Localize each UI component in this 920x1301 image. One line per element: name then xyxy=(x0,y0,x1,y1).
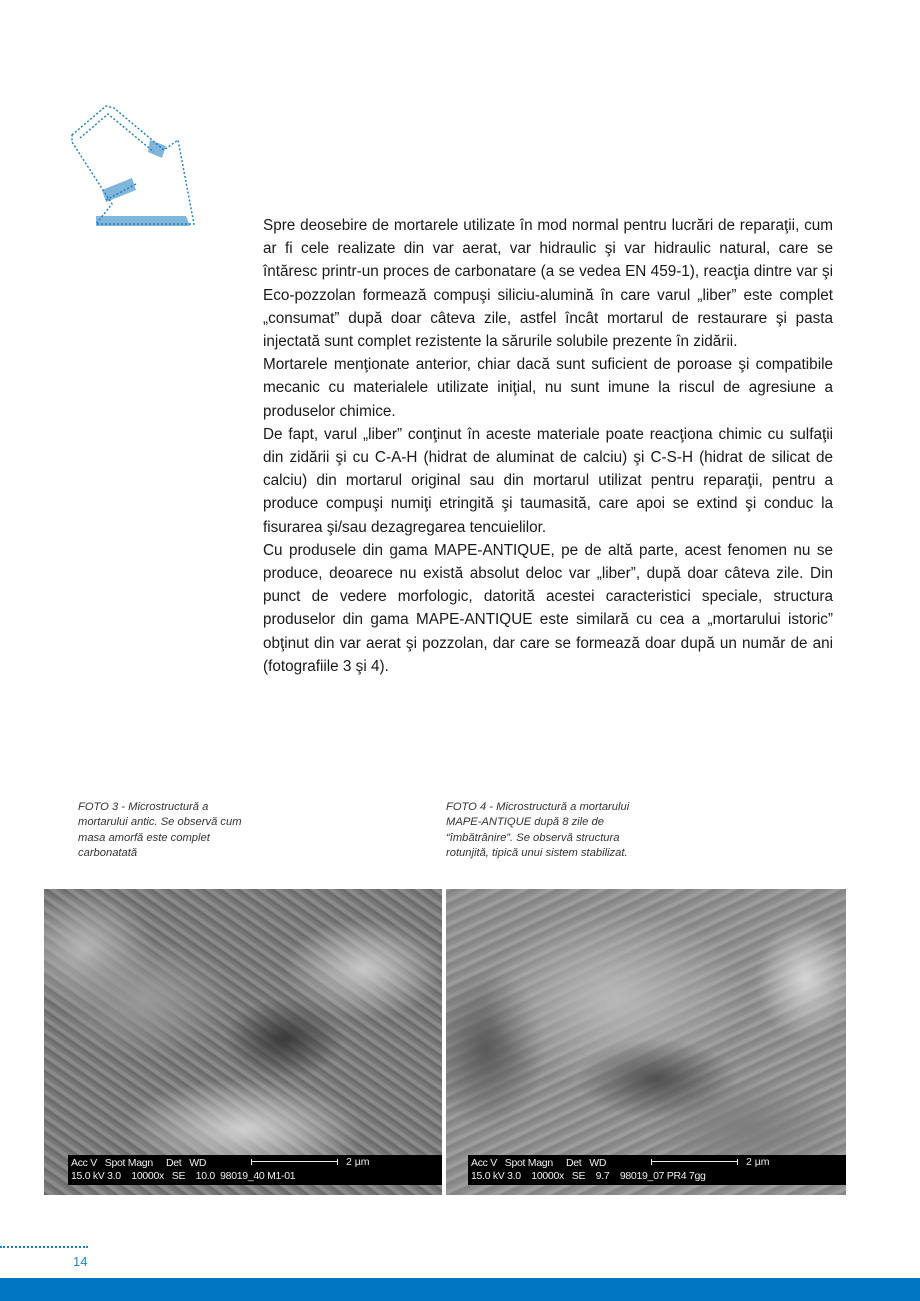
dotted-arrow-icon xyxy=(66,100,201,232)
sem-info-values: 15.0 kV 3.0 10000x SE 10.0 98019_40 M1-01 xyxy=(71,1170,296,1182)
body-paragraph: De fapt, varul „liber” conţinut în aceste materiale poate reacţiona chimic cu sulfaţii din zidării şi cu C-A-H (hidrat de aluminat de calciu) şi C-S-H (hidrat de silicat de calciu) din mortarul original sau din mortarul utilizat pentru reparaţii, pentru a produce compuşi numiţi etringită şi taumasită, care apoi se extind şi conduc la fisurarea şi/sau dezagregarea tencuielilor. xyxy=(263,425,833,536)
dotted-divider xyxy=(0,1246,88,1248)
photo-3-sem-image xyxy=(44,889,442,1195)
page-number: 14 xyxy=(73,1254,88,1269)
photo-4-sem-image xyxy=(446,889,846,1195)
scale-label: 2 µm xyxy=(746,1156,770,1168)
photo-4-caption: FOTO 4 - Microstructură a mortarului MAPE-ANTIQUE după 8 zile de “îmbătrânire”. Se observă structura rotunjită, tipică unui sistem stabilizat. xyxy=(446,801,630,859)
footer-bar xyxy=(0,1278,920,1301)
scale-label: 2 µm xyxy=(346,1156,370,1168)
photo-3-caption: FOTO 3 - Microstructură a mortarului antic. Se observă cum masa amorfă este complet carbonatată xyxy=(78,801,242,859)
body-paragraph: Spre deosebire de mortarele utilizate în mod normal pentru lucrări de reparaţii, cum ar fi cele realizate din var aerat, var hidraulic şi var hidraulic natural, care se întăresc printr-un proces de carbonatare (a se vedea EN 459-1), reacţia dintre var şi Eco-pozzolan formează compuşi siliciu-alumină în care varul „liber” este complet „consumat” după doar câteva zile, astfel încât mortarul de restaurare şi pasta injectată sunt complet rezistente la sărurile solubile prezente în zidării. xyxy=(263,217,833,351)
sem-info-header: Acc V Spot Magn Det WD xyxy=(471,1157,607,1169)
scale-bar xyxy=(251,1159,338,1165)
sem-info-values: 15.0 kV 3.0 10000x SE 9.7 98019_07 PR4 7gg xyxy=(471,1170,706,1182)
body-paragraph: Mortarele menţionate anterior, chiar dacă sunt suficient de poroase şi compatibile mecanic cu materialele utilizate iniţial, nu sunt imune la riscul de agresiune a produselor chimice. xyxy=(263,356,833,420)
sem-info-bar xyxy=(468,1155,846,1185)
sem-info-bar xyxy=(68,1155,442,1185)
sem-info-header: Acc V Spot Magn Det WD xyxy=(71,1157,207,1169)
body-text xyxy=(263,214,833,678)
scale-bar xyxy=(651,1159,738,1165)
body-paragraph: Cu produsele din gama MAPE-ANTIQUE, pe de altă parte, acest fenomen nu se produce, deoarece nu există absolut deloc var „liber”, după doar câteva zile. Din punct de vedere morfologic, datorită acestei caracteristici speciale, structura produselor din gama MAPE-ANTIQUE este similară cu cea a „mortarului istoric” obţinut din var aerat şi pozzolan, dar care se formează doar după un număr de ani (fotografiile 3 şi 4). xyxy=(263,541,833,675)
